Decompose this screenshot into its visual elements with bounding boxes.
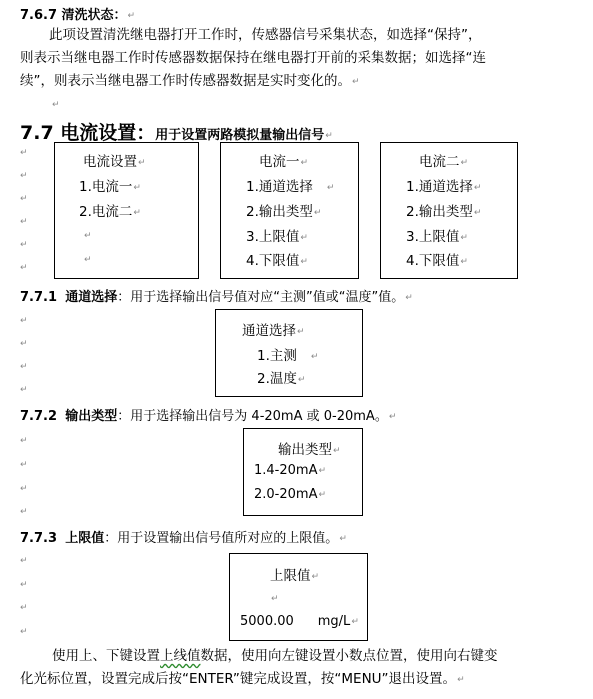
paragraph-mark: ↵: [20, 556, 28, 566]
paragraph-mark: ↵: [20, 507, 28, 517]
section-heading-7-7-1: 7.7.1 通道选择：用于选择输出信号值对应“主测”值或“温度”值。↵: [20, 290, 413, 305]
menu-item-current2: 2.电流二↵: [79, 204, 141, 220]
paragraph-mark: ↵: [20, 603, 28, 613]
paragraph-mark: ↵: [127, 11, 136, 21]
paragraph-mark: ↵: [52, 100, 60, 110]
menu-box-channel-select: [215, 309, 363, 397]
menu-title: 电流二↵: [419, 154, 469, 170]
paragraph-line: 此项设置清洗继电器打开工作时，传感器信号采集状态，如选择“保持”，: [49, 27, 482, 43]
paragraph-mark: ↵: [20, 194, 28, 204]
menu-item-upper-limit: 3.上限值↵: [406, 229, 468, 245]
paragraph-mark: ↵: [20, 627, 28, 637]
menu-box-current1: [220, 142, 359, 279]
paragraph-mark: ↵: [20, 217, 28, 227]
menu-box-current2: [380, 142, 518, 279]
menu-item-lower-limit: 4.下限值↵: [246, 253, 308, 269]
paragraph-mark: ↵: [20, 171, 28, 181]
menu-box-current-settings: [54, 142, 199, 279]
instruction-line: 化光标位置，设置完成后按“ENTER”键完成设置，按“MENU”退出设置。↵: [20, 671, 465, 687]
menu-item-output-type: 2.输出类型↵: [406, 204, 482, 220]
paragraph-line: [20, 70, 360, 94]
menu-item-temperature: 2.温度↵: [257, 371, 306, 387]
menu-item-output-type: 2.输出类型↵: [246, 204, 322, 220]
paragraph-mark: ↵: [84, 255, 92, 265]
menu-item-main: 1.主测 ↵: [257, 348, 319, 364]
paragraph-mark: ↵: [20, 263, 28, 273]
menu-box-output-type: [243, 428, 363, 516]
paragraph-mark: ↵: [352, 77, 360, 87]
paragraph-text: 续”，则表示当继电器工作时传感器数据是实时变化的。: [20, 73, 351, 89]
paragraph-line: 则表示当继电器工作时传感器数据保持在继电器打开前的采集数据；如选择“连: [20, 50, 486, 66]
menu-title: 通道选择↵: [242, 323, 305, 339]
section-heading-7-6-7: [20, 4, 135, 23]
menu-item-channel: 1.通道选择 ↵: [246, 179, 335, 195]
menu-item-lower-limit: 4.下限值↵: [406, 253, 468, 269]
instruction-line: 使用上、下键设置上线值数据，使用向左键设置小数点位置，使用向右键变: [52, 648, 498, 664]
upper-limit-value: 5000.00 mg/L↵: [240, 614, 359, 629]
section-heading-7-7: [20, 118, 333, 145]
menu-item-channel: 1.通道选择↵: [406, 179, 482, 195]
menu-box-upper-limit: [229, 553, 368, 641]
paragraph-mark: ↵: [20, 316, 28, 326]
menu-item-current1: 1.电流一↵: [79, 179, 141, 195]
section-heading-7-7-2: 7.7.2 输出类型：用于选择输出信号为 4-20mA 或 0-20mA。↵: [20, 409, 397, 424]
paragraph-mark: ↵: [84, 231, 92, 241]
paragraph-mark: ↵: [20, 148, 28, 158]
paragraph-mark: ↵: [20, 460, 28, 470]
menu-item-4-20ma: 1.4-20mA↵: [254, 463, 327, 478]
paragraph-mark: ↵: [20, 580, 28, 590]
paragraph-mark: ↵: [20, 436, 28, 446]
heading-text: 7.6.7 清洗状态：: [20, 8, 127, 23]
menu-title: 上限值↵: [270, 568, 320, 584]
paragraph-mark: ↵: [325, 131, 333, 141]
menu-title: 输出类型↵: [278, 442, 341, 458]
menu-item-0-20ma: 2.0-20mA↵: [254, 487, 327, 502]
menu-item-upper-limit: 3.上限值↵: [246, 229, 308, 245]
paragraph-mark: ↵: [20, 339, 28, 349]
section-heading-7-7-3: 7.7.3 上限值：用于设置输出信号值所对应的上限值。↵: [20, 531, 347, 546]
paragraph-mark: ↵: [20, 240, 28, 250]
paragraph-mark: ↵: [20, 362, 28, 372]
paragraph-mark: ↵: [271, 594, 279, 604]
heading-title: 7.7 电流设置：: [20, 122, 156, 144]
heading-subtitle: 用于设置两路模拟量输出信号: [155, 128, 325, 143]
paragraph-mark: ↵: [20, 385, 28, 395]
menu-title: 电流一↵: [259, 154, 309, 170]
menu-title: 电流设置↵: [83, 154, 146, 170]
paragraph-mark: ↵: [20, 484, 28, 494]
